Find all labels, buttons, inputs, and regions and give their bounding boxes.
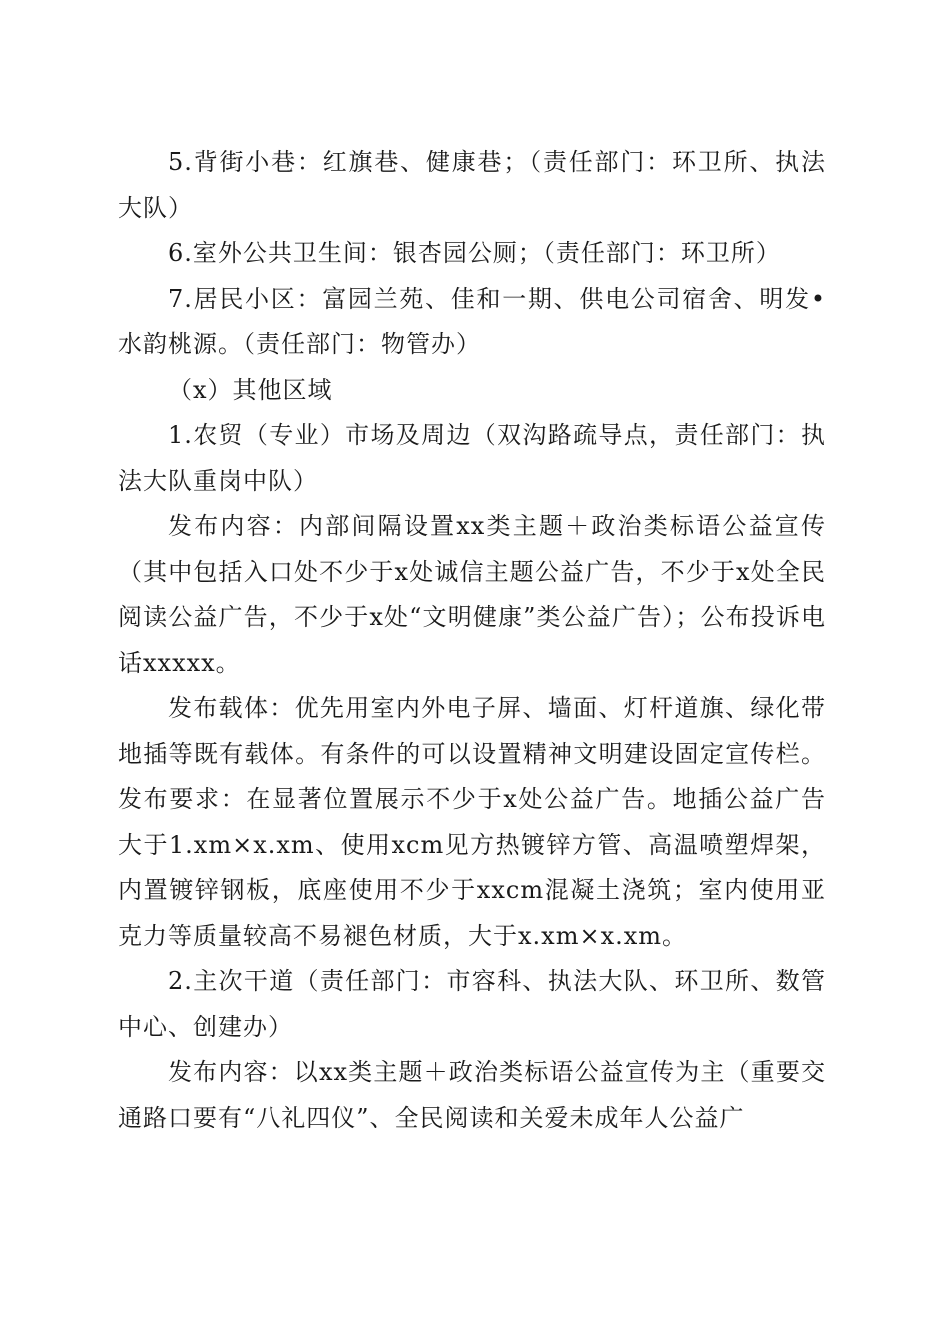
- paragraph-publish-content-2: 发布内容：以xx类主题＋政治类标语公益宣传为主（重要交通路口要有“八礼四仪”、全民阅读和关爱未成年人公益广: [118, 1058, 826, 1132]
- paragraph-main-roads: 2.主次干道（责任部门：市容科、执法大队、环卫所、数管中心、创建办）: [118, 967, 826, 1041]
- document-page: [118, 140, 826, 1141]
- section-heading-other-areas: （x）其他区域: [168, 375, 333, 404]
- paragraph-item-6: 6.室外公共卫生间：银杏园公厕；（责任部门：环卫所）: [168, 239, 781, 267]
- paragraph-item-7: 7.居民小区：富园兰苑、佳和一期、供电公司宿舍、明发•水韵桃源。（责任部门：物管办）: [118, 284, 826, 358]
- paragraph-publish-content-1: 发布内容：内部间隔设置xx类主题＋政治类标语公益宣传（其中包括入口处不少于x处诚信主题公益广告，不少于x处全民阅读公益广告，不少于x处“文明健康”类公益广告）；公布投诉电话xxxxx。: [118, 512, 826, 677]
- paragraph-item-5: 5.背街小巷：红旗巷、健康巷；（责任部门：环卫所、执法大队）: [118, 148, 826, 222]
- paragraph-publish-carrier: 发布载体：优先用室内外电子屏、墙面、灯杆道旗、绿化带地插等既有载体。有条件的可以设置精神文明建设固定宣传栏。发布要求：在显著位置展示不少于x处公益广告。地插公益广告大于1.xm×x.xm、使用xcm见方热镀锌方管、高温喷塑焊架，内置镀锌钢板，底座使用不少于xxcm混凝土浇筑；室内使用亚克力等质量较高不易褪色材质，大于x.xm×x.xm。: [118, 694, 826, 950]
- paragraph-market: 1.农贸（专业）市场及周边（双沟路疏导点，责任部门：执法大队重岗中队）: [118, 421, 826, 495]
